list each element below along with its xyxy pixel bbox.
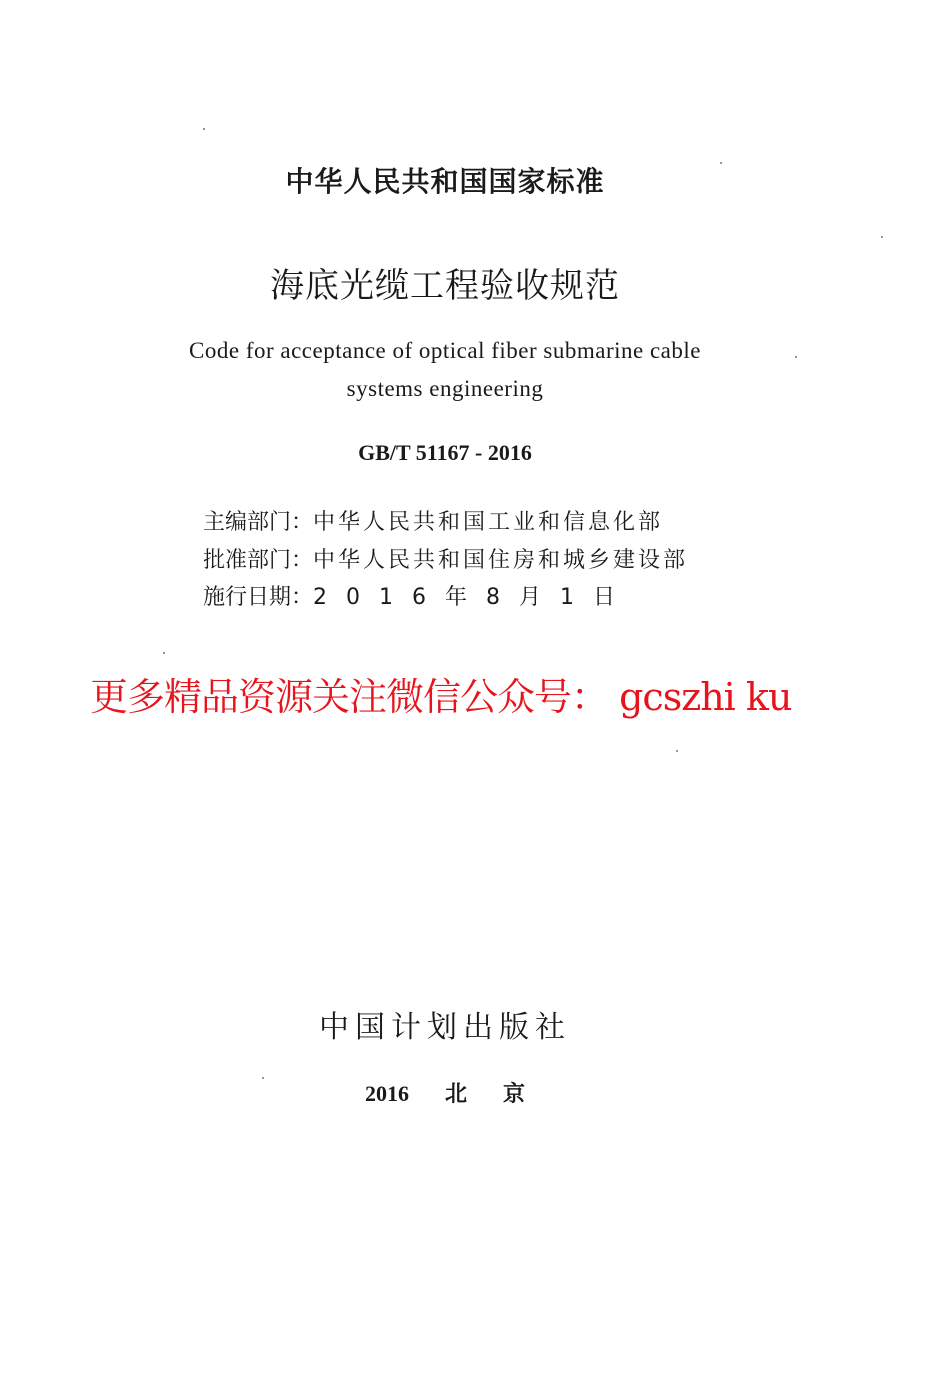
scan-speck <box>795 356 797 358</box>
publication-year-city <box>0 1077 890 1108</box>
english-title-line-2: systems engineering <box>346 376 544 401</box>
publication-city-char-1: 北 <box>444 1081 467 1106</box>
standard-code: GB/T 51167 - 2016 <box>358 440 532 465</box>
editor-department-label: 主编部门： <box>203 510 314 535</box>
chinese-title: 海底光缆工程验收规范 <box>270 266 620 306</box>
english-title-line-1: Code for acceptance of optical fiber submarine cable <box>189 338 701 363</box>
publication-city-char-2: 京 <box>503 1081 526 1106</box>
approver-department-row <box>203 543 688 574</box>
effective-date-label: 施行日期： <box>203 585 314 610</box>
promo-watermark-text: 更多精品资源关注微信公众号： gcszhi ku <box>90 675 792 719</box>
publisher-name: 中国计划出版社 <box>319 1010 571 1045</box>
scan-speck <box>163 652 165 654</box>
scan-speck <box>676 750 678 752</box>
effective-date-row <box>203 580 634 611</box>
scan-speck <box>720 162 722 164</box>
publication-year: 2016 <box>364 1081 409 1106</box>
approver-department-label: 批准部门： <box>203 548 314 573</box>
scan-speck <box>881 236 883 238</box>
editor-department-row <box>203 505 663 536</box>
editor-department-value: 中华人民共和国工业和信息化部 <box>313 510 664 535</box>
scan-speck <box>262 1077 264 1079</box>
effective-date-value: 2016年8月1日 <box>313 585 634 610</box>
national-standard-heading: 中华人民共和国国家标准 <box>285 165 605 198</box>
scan-speck <box>203 128 205 130</box>
approver-department-value: 中华人民共和国住房和城乡建设部 <box>313 548 689 573</box>
